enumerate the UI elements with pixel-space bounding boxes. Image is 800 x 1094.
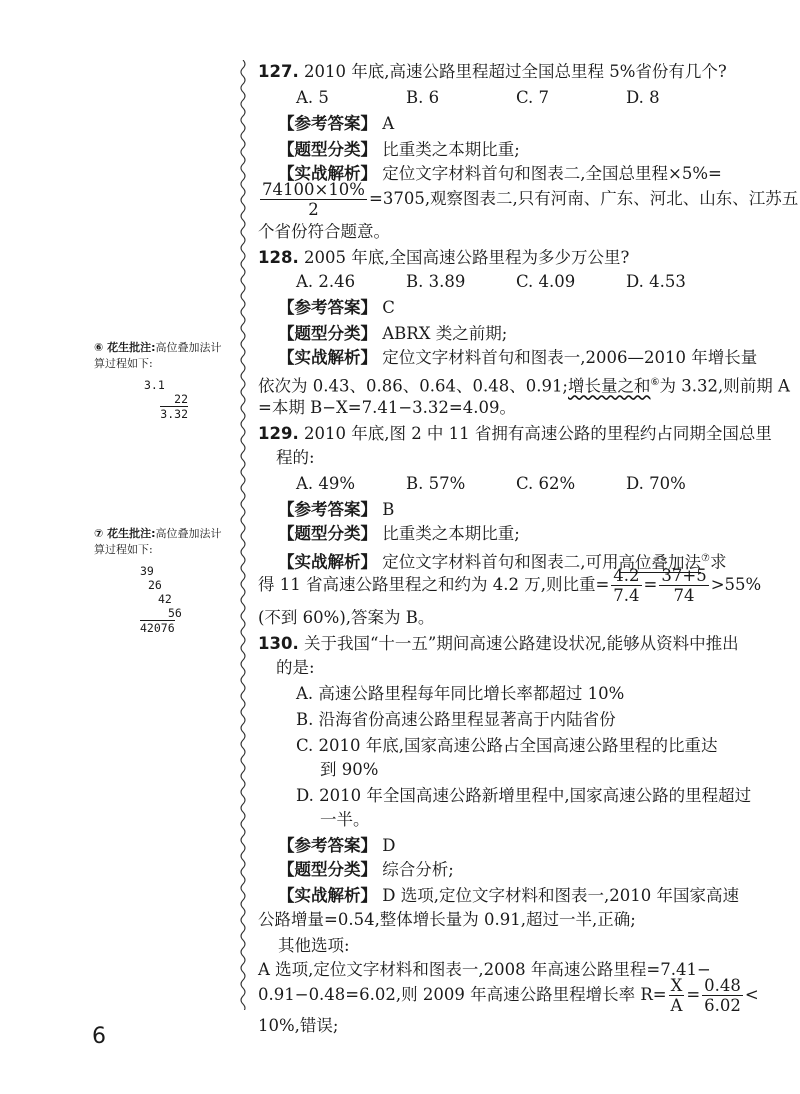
q129-analysis-line2: 得 11 省高速公路里程之和约为 4.2 万,则比重= $\frac{4.2}{7.4}$ = $\frac{37+5}{74}$ >55% [258, 566, 762, 605]
q130-answer: 【参考答案】 D [278, 836, 396, 855]
q129-option-a: A. 49% [296, 474, 356, 493]
q127-stem: 127. 2010 年底,高速公路里程超过全国总里程 5%省份有几个? [258, 62, 727, 81]
q127-type: 【题型分类】 比重类之本期比重; [278, 140, 520, 159]
side-note-6-calculation: 3.1 22 3.32 [144, 378, 188, 421]
side-note-7: ⑦ 花生批注:高位叠加法计 算过程如下: [94, 527, 222, 556]
q130-analysis-line2: 公路增量=0.54,整体增长量为 0.91,超过一半,正确; [258, 910, 636, 929]
q130-option-a-analysis-line1: A 选项,定位文字材料和图表一,2008 年高速公路里程=7.41− [258, 960, 711, 979]
q130-type: 【题型分类】 综合分析; [278, 860, 454, 879]
q129-stem-line1: 129. 2010 年底,图 2 中 11 省拥有高速公路的里程约占同期全国总里 [258, 424, 772, 443]
q129-option-c: C. 62% [516, 474, 576, 493]
q128-option-c: C. 4.09 [516, 272, 576, 291]
side-note-6: ⑥ 花生批注:高位叠加法计 算过程如下: [94, 341, 222, 370]
q130-option-a-analysis-line3: 10%,错误; [258, 1016, 339, 1035]
q128-type: 【题型分类】 ABRX 类之前期; [278, 324, 508, 343]
q127-fraction: $\frac{74100\times 10\%}{2}$ [262, 180, 365, 219]
q128-option-b: B. 3.89 [406, 272, 466, 291]
q130-fraction-xa: $\frac{X}{A}$ [670, 976, 683, 1015]
q130-option-a: A. 高速公路里程每年同比增长率都超过 10% [296, 684, 625, 703]
q128-analysis-line3: =本期 B−X=7.41−3.32=4.09。 [258, 398, 516, 417]
q130-stem-line2: 的是: [276, 658, 315, 677]
q127-option-a: A. 5 [296, 88, 329, 107]
q130-option-d-line1: D. 2010 年全国高速公路新增里程中,国家高速公路的里程超过 [296, 786, 752, 805]
q130-stem-line1: 130. 关于我国“十一五”期间高速公路建设状况,能够从资料中推出 [258, 634, 739, 653]
q129-option-b: B. 57% [406, 474, 466, 493]
q130-option-a-analysis-line2: 0.91−0.48=6.02,则 2009 年高速公路里程增长率 R= $\frac{X}{A}$ = $\frac{0.48}{6.02}$ < [258, 976, 759, 1015]
q128-option-d: D. 4.53 [626, 272, 686, 291]
q130-other-options: 其他选项: [278, 936, 350, 955]
q127-analysis-line2: $\frac{74100\times 10\%}{2}$ =3705,观察图表二,只有河南、广东、河北、山东、江苏五 [262, 180, 799, 219]
q130-option-c-line1: C. 2010 年底,国家高速公路占全国高速公路里程的比重达 [296, 736, 718, 755]
q129-fraction-1: $\frac{4.2}{7.4}$ [613, 566, 640, 605]
q128-analysis-line1: 【实战解析】 定位文字材料首句和图表一,2006—2010 年增长量 [278, 348, 758, 367]
q130-analysis-line1: 【实战解析】 D 选项,定位文字材料和图表一,2010 年国家高速 [278, 886, 739, 905]
q127-option-d: D. 8 [626, 88, 660, 107]
q129-analysis-line1: 【实战解析】 定位文字材料首句和图表二,可用高位叠加法⑦求 [278, 552, 727, 572]
q128-stem: 128. 2005 年底,全国高速公路里程为多少万公里? [258, 248, 630, 267]
q128-option-a: A. 2.46 [296, 272, 356, 291]
q127-option-b: B. 6 [406, 88, 440, 107]
q127-analysis-line3: 个省份符合题意。 [258, 222, 390, 241]
q130-option-d-line2: 一半。 [320, 810, 370, 829]
q129-option-d: D. 70% [626, 474, 686, 493]
q127-analysis-line1: 【实战解析】 定位文字材料首句和图表二,全国总里程×5%= [278, 164, 722, 183]
page-number: 6 [92, 1024, 106, 1049]
q127-answer: 【参考答案】 A [278, 114, 395, 133]
q128-analysis-line2: 依次为 0.43、0.86、0.64、0.48、0.91;增长量之和⑥为 3.32,则前期 A [258, 376, 790, 396]
q130-option-c-line2: 到 90% [320, 760, 379, 779]
q128-answer: 【参考答案】 C [278, 298, 395, 317]
q129-answer: 【参考答案】 B [278, 500, 395, 519]
q129-analysis-line3: (不到 60%),答案为 B。 [258, 608, 435, 627]
q130-option-b: B. 沿海省份高速公路里程显著高于内陆省份 [296, 710, 616, 729]
q129-stem-line2: 程的: [276, 448, 315, 467]
q129-type: 【题型分类】 比重类之本期比重; [278, 524, 520, 543]
q127-option-c: C. 7 [516, 88, 550, 107]
margin-divider [236, 60, 250, 1010]
q129-fraction-2: $\frac{37+5}{74}$ [661, 566, 707, 605]
side-note-7-calculation: 39 26 42 56 42076 [140, 564, 182, 635]
q130-fraction-value: $\frac{0.48}{6.02}$ [704, 976, 741, 1015]
